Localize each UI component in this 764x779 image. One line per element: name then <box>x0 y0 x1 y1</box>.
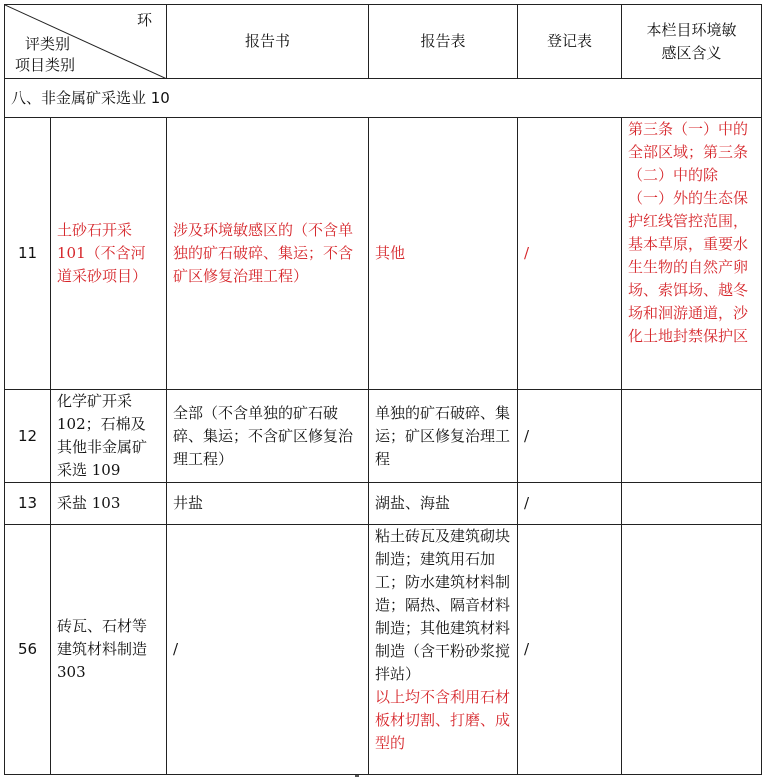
row-sensitive <box>622 525 762 775</box>
row-number: 13 <box>5 483 51 525</box>
row-sensitive: 第三条（一）中的全部区域；第三条（二）中的除（一）外的生态保护红线管控范围，基本草原，重要水生生物的自然产卵场、索饵场、越冬场和洄游通道，沙化土地封禁保护区 <box>622 118 762 390</box>
page-mark <box>355 775 359 777</box>
col-header-report: 报告书 <box>167 5 369 79</box>
table-row <box>5 118 762 390</box>
corner-top-label: 环 <box>137 11 153 29</box>
corner-header-cell <box>5 5 167 79</box>
col-header-sensitive-line2: 感区含义 <box>661 43 722 62</box>
row-number: 12 <box>5 390 51 483</box>
table-row <box>5 525 762 775</box>
row-form: 单独的矿石破碎、集运；矿区修复治理工程 <box>369 390 518 483</box>
row-number: 56 <box>5 525 51 775</box>
row-register: / <box>518 390 622 483</box>
row-form-note: 以上均不含利用石材板材切割、打磨、成型的 <box>375 688 511 752</box>
row-category: 土砂石开采101（不含河道采砂项目） <box>51 118 167 390</box>
row-form: 湖盐、海盐 <box>369 483 518 525</box>
row-register: / <box>518 118 622 390</box>
row-report: / <box>167 525 369 775</box>
row-category: 采盐 103 <box>51 483 167 525</box>
section-row <box>5 79 762 118</box>
row-category: 化学矿开采102；石棉及其他非金属矿采选 109 <box>51 390 167 483</box>
col-header-sensitive <box>622 5 762 79</box>
row-category: 砖瓦、石材等建筑材料制造 303 <box>51 525 167 775</box>
row-form-cell <box>369 525 518 775</box>
row-register: / <box>518 525 622 775</box>
table-row <box>5 390 762 483</box>
row-report: 井盐 <box>167 483 369 525</box>
col-header-sensitive-line1: 本栏目环境敏 <box>646 20 737 39</box>
row-sensitive <box>622 390 762 483</box>
row-sensitive <box>622 483 762 525</box>
col-header-register: 登记表 <box>518 5 622 79</box>
header-row <box>5 5 762 79</box>
row-number: 11 <box>5 118 51 390</box>
row-report: 涉及环境敏感区的（不含单独的矿石破碎、集运；不含矿区修复治理工程） <box>167 118 369 390</box>
col-header-form: 报告表 <box>369 5 518 79</box>
row-register: / <box>518 483 622 525</box>
eia-classification-table <box>4 4 762 775</box>
row-report: 全部（不含单独的矿石破碎、集运；不含矿区修复治理工程） <box>167 390 369 483</box>
section-title: 八、非金属矿采选业 10 <box>5 79 762 118</box>
table-row <box>5 483 762 525</box>
row-form: 其他 <box>369 118 518 390</box>
corner-bottom-label: 项目类别 <box>15 56 76 74</box>
row-form: 粘土砖瓦及建筑砌块制造；建筑用石加工；防水建筑材料制造；隔热、隔音材料制造；其他建筑材料制造（含干粉砂浆搅拌站） <box>375 527 511 683</box>
corner-mid-label: 评类别 <box>25 35 71 53</box>
